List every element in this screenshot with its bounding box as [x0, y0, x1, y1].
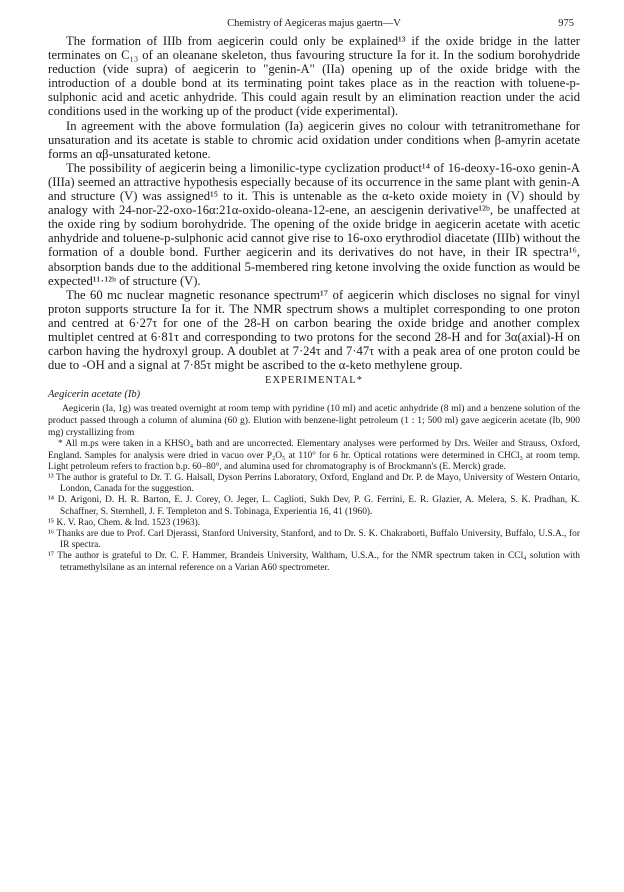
footnote: ¹³ The author is grateful to Dr. T. G. Halsall, Dyson Perrins Laboratory, Oxford, England and Dr. P. de Mayo, University of Western Ontario, London, Canada for the suggestion.: [48, 472, 580, 495]
page-number: 975: [558, 18, 574, 29]
experimental-paragraph: Aegicerin (Ia, 1g) was treated overnight at room temp with pyridine (10 ml) and acetic anhydride (8 ml) and a benzene solution of the product passed through a column of alumina (60 g). Elution with benzene-light petroleum (1 : 1; 500 ml) gave aegicerin acetate (Ib, 900 mg) crystallizing from: [48, 403, 580, 438]
footnote: ¹⁵ K. V. Rao, Chem. & Ind. 1523 (1963).: [48, 517, 201, 528]
paragraph: The formation of IIIb from aegicerin could only be explained¹³ if the oxide bridge in the latter terminates on C₁₃ of an oleanane skeleton, thus favouring structure Ia for it. In the sodium borohydride reduction (vide supra) of aegicerin to "genin-A" (IIa) opening up of the oxide bridge with the introduction of a double bond at its terminating point takes place as in the reaction with toluene-p-sulphonic acid and acetic anhydride. This could again result by an elimination reaction under the acid conditions used in the working up of the product (vide experimental).: [48, 34, 580, 119]
footnote: ¹⁷ The author is grateful to Dr. C. F. Hammer, Brandeis University, Waltham, U.S.A., for the NMR spectrum taken in CCl₄ solution with tetramethylsilane as an internal reference on a Varian A60 spectrometer.: [48, 551, 580, 573]
experimental-heading: EXPERIMENTAL*: [265, 375, 363, 387]
footnote: ¹⁴ D. Arigoni, D. H. R. Barton, E. J. Corey, O. Jeger, L. Caglioti, Sukh Dev, P. G. Ferrini, E. R. Glazier, A. Melera, S. K. Pradhan, K. Schaffner, S. Sternhell, J. F. Templeton and S. Tobinaga, Experientia 16, 41 (1960).: [48, 495, 580, 517]
running-title: Chemistry of Aegiceras majus gaertn—V: [227, 18, 401, 29]
paragraph: The 60 mc nuclear magnetic resonance spectrum¹⁷ of aegicerin which discloses no signal for vinyl proton supports structure Ia for it. The NMR spectrum shows a multiplet corresponding to one proton and centred at 6·27τ for one of the 28-H on carbon bearing the oxide bridge and another complex multiplet centred at 6·81τ and corresponding to two protons for the second 28-H and for 3α(axial)-H on carbon having the hydroxyl group. A doublet at 7·24τ and 7·47τ with a peak area of one proton could be due to -OH and a signal at 7·85τ might be ascribed to the α-keto methylene group.: [48, 287, 580, 373]
experimental-subheading: Aegicerin acetate (Ib): [48, 389, 141, 401]
paragraph: In agreement with the above formulation (Ia) aegicerin gives no colour with tetranitromethane for unsaturation and its acetate is stable to chromic acid oxidation under conditions when β-amyrin acetate forms an αβ-unsaturated ketone.: [48, 118, 580, 161]
footnote: * All m.ps were taken in a KHSO₄ bath and are uncorrected. Elementary analyses were performed by Drs. Weiler and Strauss, Oxford, England. Samples for analysis were dried in vacuo over P₂O₅ at 110° for 6 hr. Optical rotations were determined in CHCl₃ at room temp. Light petroleum refers to fraction b.p. 60–80°, and alumina used for chromatography is of Brockmann's (E. Merck) grade.: [48, 439, 580, 472]
footnote: ¹⁶ Thanks are due to Prof. Carl Djerassi, Stanford University, Stanford, and to Dr. S. K. Chakraborti, Buffalo University, Buffalo, U.S.A., for IR spectra.: [48, 528, 580, 551]
footnotes: [48, 439, 580, 573]
running-header: [48, 14, 580, 34]
experimental-text: [48, 403, 580, 438]
main-text: [48, 34, 580, 372]
paragraph: The possibility of aegicerin being a limonilic-type cyclization product¹⁴ of 16-deoxy-16-oxo genin-A (IIIa) seemed an attractive hypothesis especially because of its occurrence in the same plant with genin-A and structure (V) was assigned¹⁵ to it. This is untenable as the α-keto oxide moiety in (V) should by analogy with 24-nor-22-oxo-16α:21α-oxido-oleana-12-ene, an aescigenin derivative¹²ᵇ, be unaffected at the oxide ring by sodium borohydride. The opening of the oxide bridge in aegicerin acetate with acetic anhydride and toluene-p-sulphonic acid cannot give rise to 16-oxo erythrodiol diacetate (IIIb) without the formation of a double bond. Further aegicerin and its derivatives do not have, in their IR spectra¹⁶, absorption bands due to the additional 5-membered ring ketone involving the oxide function as would be expected¹¹·¹²ᵇ of structure (V).: [48, 160, 580, 288]
